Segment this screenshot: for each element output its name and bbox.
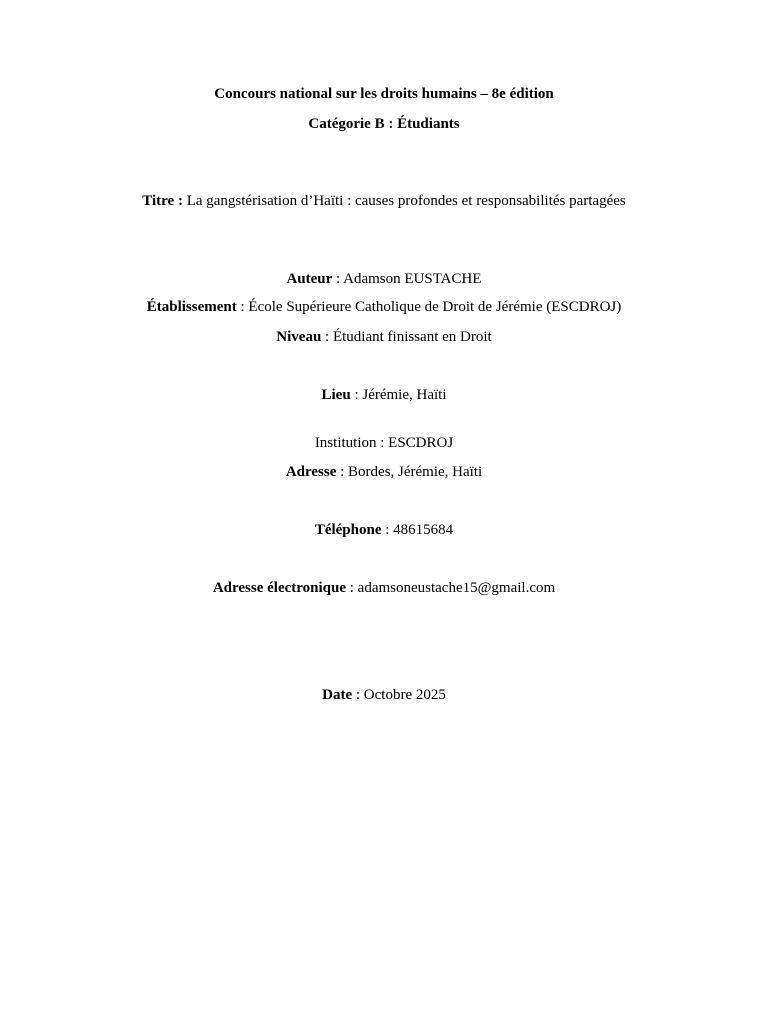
phone-value: : 48615684 xyxy=(381,522,454,538)
category-heading: Catégorie B : Étudiants xyxy=(308,116,460,132)
author-value: : Adamson EUSTACHE xyxy=(332,271,482,287)
author-label: Auteur xyxy=(286,271,333,287)
level-value: : Étudiant finissant en Droit xyxy=(321,329,492,345)
place-label: Lieu xyxy=(321,387,351,403)
date-value: : Octobre 2025 xyxy=(352,687,446,703)
address-line xyxy=(0,463,768,481)
phone-line xyxy=(0,521,768,539)
email-label: Adresse électronique xyxy=(212,580,346,596)
address-label: Adresse xyxy=(285,464,337,480)
date-label: Date xyxy=(322,687,353,703)
email-line xyxy=(0,579,768,597)
institution-line: Institution : ESCDROJ xyxy=(314,435,454,451)
phone-label: Téléphone xyxy=(314,522,382,538)
place-line xyxy=(0,386,768,404)
date-line xyxy=(0,686,768,704)
school-line xyxy=(0,298,768,316)
address-value: : Bordes, Jérémie, Haïti xyxy=(336,464,483,480)
place-value: : Jérémie, Haïti xyxy=(350,387,447,403)
level-line xyxy=(0,328,768,346)
title-label: Titre : xyxy=(142,193,183,209)
contest-heading: Concours national sur les droits humains – 8e édition xyxy=(214,86,554,102)
title-value: La gangstérisation d’Haïti : causes profondes et responsabilités partagées xyxy=(182,193,626,209)
school-value: : École Supérieure Catholique de Droit de Jérémie (ESCDROJ) xyxy=(236,299,622,315)
email-value: : adamsoneustache15@gmail.com xyxy=(346,580,556,596)
level-label: Niveau xyxy=(276,329,322,345)
school-label: Établissement xyxy=(146,299,237,315)
title-line xyxy=(0,192,768,210)
author-line xyxy=(0,270,768,288)
